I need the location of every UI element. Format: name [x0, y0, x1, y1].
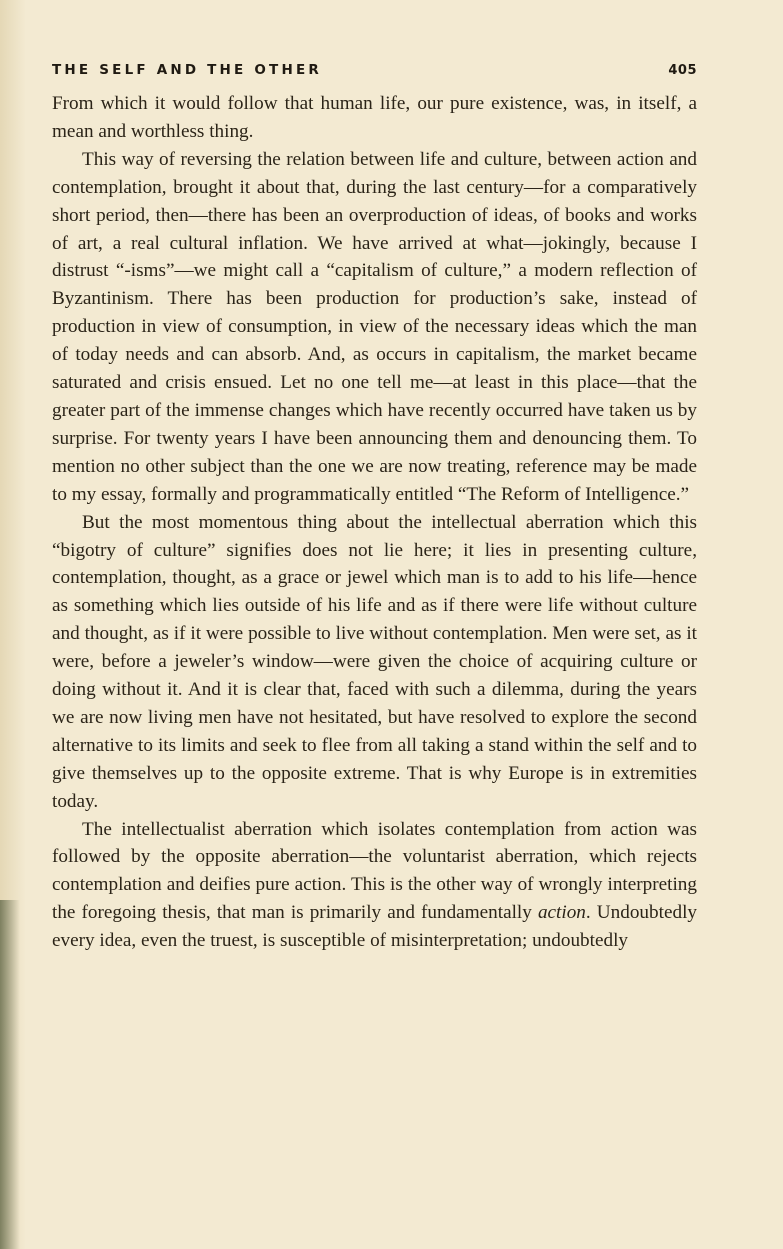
page-number: 405: [668, 62, 697, 78]
paragraph: But the most momentous thing about the intellectual aberration which this “bigotry of culture” signifies does not lie here; it lies in presenting culture, contemplation, thought, as a grace or jewel which man is to add to his life—hence as something which lies outside of his life and as if there were life without culture and thought, as if it were possible to live without contemplation. Men were set, as it were, before a jeweler’s window—were given the choice of acquiring culture or doing without it. And it is clear that, faced with such a dilemma, during the years we are now living men have not hesitated, but have resolved to explore the second alternative to its limits and seek to flee from all taking a stand within the self and to give themselves up to the opposite extreme. That is why Europe is in extremities today.: [52, 511, 697, 812]
body-text: [52, 90, 697, 955]
paragraph: This way of reversing the relation between life and culture, between action and contemplation, brought it about that, during the last century—for a comparatively short period, then—there has been an overproduction of ideas, of books and works of art, a real cultural inflation. We have arrived at what—jokingly, because I distrust “-isms”—we might call a “capitalism of culture,” a modern reflection of Byzantinism. There has been production for production’s sake, instead of production in view of consumption, in view of the necessary ideas which the man of today needs and can absorb. And, as occurs in capitalism, the market became saturated and crisis ensued. Let no one tell me—at least in this place—that the greater part of the immense changes which have recently occurred have taken us by surprise. For twenty years I have been announcing them and denouncing them. To mention no other subject than the one we are now treating, reference may be made to my essay, formally and programmatically entitled “The Reform of Intelligence.”: [52, 148, 697, 505]
running-header-title: THE SELF AND THE OTHER: [52, 62, 322, 78]
emphasized-word: action: [537, 902, 586, 924]
paragraph: From which it would follow that human life, our pure existence, was, in itself, a mean and worthless thing.: [52, 93, 697, 142]
page-gutter-shadow: [0, 900, 20, 1249]
paragraph-text: . Undoubtedly every idea, even the truest, is susceptible of misinterpretation; undoubtedly: [52, 902, 697, 952]
running-header: [52, 58, 697, 82]
paragraph-text: The intellectualist aberration which isolates contemplation from action was followed by the opposite aberration—the voluntarist aberration, which rejects contemplation and deifies pure action. This is the other way of wrongly interpreting the foregoing thesis, that man is primarily and fundamentally: [52, 818, 697, 924]
paragraph: [52, 816, 697, 956]
